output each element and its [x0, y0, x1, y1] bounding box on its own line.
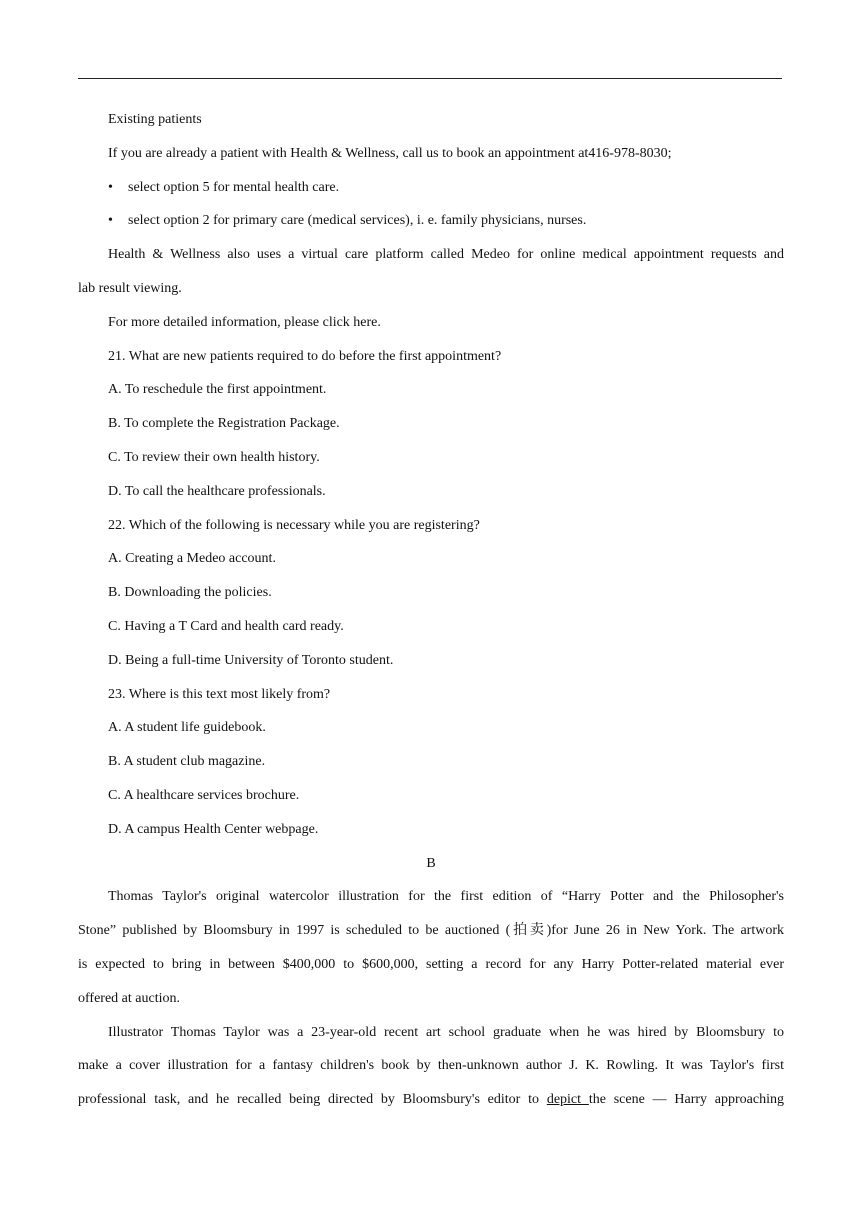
passage-line: make a cover illustration for a fantasy children's book by then-unknown author J. K. Rowling. It was Taylor's first — [78, 1058, 784, 1074]
answer-option: A. A student life guidebook. — [108, 720, 266, 736]
bullet-icon: • — [108, 179, 113, 195]
answer-option: B. A student club magazine. — [108, 754, 266, 770]
bullet-icon: • — [108, 213, 113, 229]
passage-line: offered at auction. — [78, 990, 180, 1006]
answer-option: C. A healthcare services brochure. — [108, 787, 300, 803]
passage-line: is expected to bring in between $400,000 to $600,000, setting a record for any Harry Potter-related material ever — [78, 956, 784, 972]
passage-line: Illustrator Thomas Taylor was a 23-year-old recent art school graduate when he was hired by Bloomsbury to — [108, 1024, 784, 1040]
passage-line: Stone” published by Bloomsbury in 1997 is scheduled to be auctioned (拍卖)for June 26 in New York. The artwork — [78, 923, 784, 939]
answer-option: B. Downloading the policies. — [108, 585, 272, 601]
question-stem: 23. Where is this text most likely from? — [108, 686, 331, 702]
passage-label: B — [426, 855, 436, 871]
intro-paragraph: If you are already a patient with Health & Wellness, call us to book an appointment at416-978-8030; — [108, 145, 672, 161]
answer-option: C. Having a T Card and health card ready. — [108, 618, 344, 634]
section-heading: Existing patients — [108, 112, 202, 127]
bullet-item: • select option 2 for primary care (medical services), i. e. family physicians, nurses. — [78, 204, 784, 238]
answer-option: A. Creating a Medeo account. — [108, 551, 276, 567]
bullet-item: • select option 5 for mental health care. — [78, 171, 784, 205]
answer-option: D. To call the healthcare professionals. — [108, 483, 326, 499]
underlined-word: depict — [546, 1092, 589, 1108]
passage-line: Thomas Taylor's original watercolor illustration for the first edition of “Harry Potter and the Philosopher's — [108, 889, 784, 905]
more-info-line: For more detailed information, please click here. — [108, 314, 381, 330]
question-stem: 21. What are new patients required to do before the first appointment? — [108, 348, 502, 364]
answer-option: B. To complete the Registration Package. — [108, 416, 340, 432]
question-stem: 22. Which of the following is necessary while you are registering? — [108, 517, 480, 533]
answer-option: D. A campus Health Center webpage. — [108, 821, 319, 837]
medeo-paragraph-line: lab result viewing. — [78, 280, 182, 296]
medeo-paragraph-line: Health & Wellness also uses a virtual care platform called Medeo for online medical appointment requests and — [108, 247, 784, 263]
answer-option: D. Being a full-time University of Toronto student. — [108, 652, 394, 668]
answer-option: A. To reschedule the first appointment. — [108, 382, 327, 398]
answer-option: C. To review their own health history. — [108, 449, 320, 465]
header-rule — [78, 78, 782, 79]
passage-line: professional task, and he recalled being directed by Bloomsbury's editor to depict the scene — Harry approaching — [78, 1092, 784, 1108]
document-body — [78, 103, 784, 1117]
